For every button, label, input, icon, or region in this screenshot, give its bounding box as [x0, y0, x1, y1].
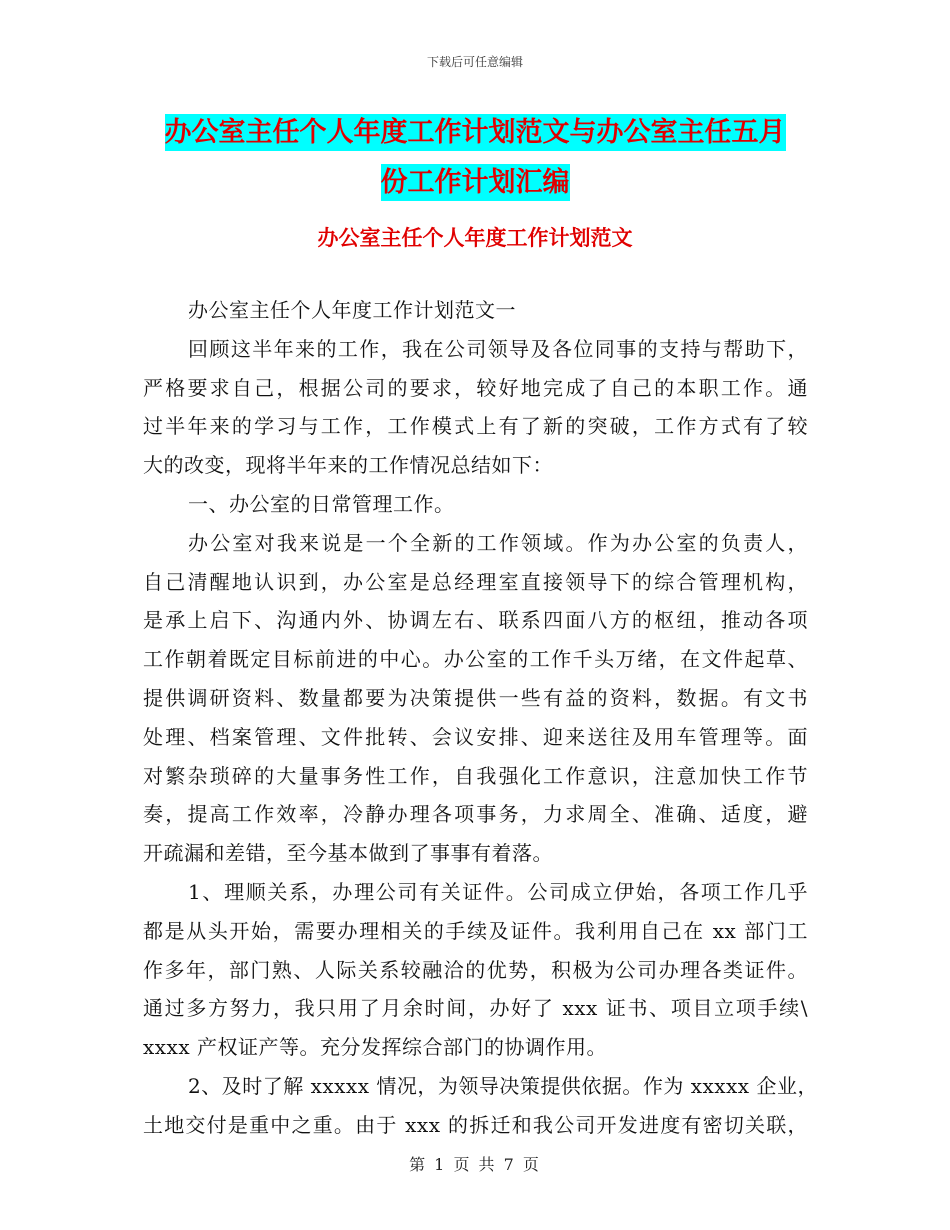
document-title-line2: 份工作计划汇编: [381, 164, 570, 201]
section-title: 办公室主任个人年度工作计划范文: [317, 226, 633, 250]
body-line: 工作朝着既定目标前进的中心。办公室的工作千头万绪，在文件起草、: [143, 647, 808, 672]
body-line: 2、及时了解 xxxxx 情况，为领导决策提供依据。作为 xxxxx 企业，: [188, 1073, 818, 1098]
document-title: [150, 108, 800, 208]
body-line: 作多年，部门熟、人际关系较融洽的优势，积极为公司办理各类证件。: [143, 957, 808, 982]
body-line: 都是从头开始，需要办理相关的手续及证件。我利用自己在 xx 部门工: [143, 918, 808, 943]
body-line: 是承上启下、沟通内外、协调左右、联系四面八方的枢纽，推动各项: [143, 608, 808, 633]
body-line: 过半年来的学习与工作，工作模式上有了新的突破，工作方式有了较: [143, 414, 808, 439]
body-line: 通过多方努力，我只用了月余时间，办好了 xxx 证书、项目立项手续\: [143, 996, 808, 1021]
body-line: 严格要求自己，根据公司的要求，较好地完成了自己的本职工作。通: [143, 375, 808, 400]
body-line: 处理、档案管理、文件批转、会议安排、迎来送往及用车管理等。面: [143, 724, 808, 749]
body-line: 奏，提高工作效率，冷静办理各项事务，力求周全、准确、适度，避: [143, 802, 808, 827]
body-line: 对繁杂琐碎的大量事务性工作，自我强化工作意识，注意加快工作节: [143, 763, 808, 788]
body-line: 大的改变，现将半年来的工作情况总结如下：: [143, 453, 553, 478]
body-line: 一、办公室的日常管理工作。: [188, 491, 455, 516]
body-line: 提供调研资料、数量都要为决策提供一些有益的资料，数据。有文书: [143, 685, 808, 710]
body-line: xxxx 产权证产等。充分发挥综合部门的协调作用。: [143, 1035, 607, 1060]
body-text: [143, 291, 818, 1145]
body-line: 土地交付是重中之重。由于 xxx 的拆迁和我公司开发进度有密切关联，: [143, 1112, 808, 1137]
document-title-line1: 办公室主任个人年度工作计划范文与办公室主任五月: [165, 114, 786, 151]
body-line: 自己清醒地认识到，办公室是总经理室直接领导下的综合管理机构，: [143, 569, 808, 594]
body-line: 开疏漏和差错，至今基本做到了事事有着落。: [143, 841, 553, 866]
body-line: 办公室主任个人年度工作计划范文一: [188, 298, 516, 322]
body-line: 回顾这半年来的工作，我在公司领导及各位同事的支持与帮助下，: [188, 336, 808, 361]
body-line: 1、理顺关系，办理公司有关证件。公司成立伊始，各项工作几乎: [188, 879, 808, 904]
header-note: 下载后可任意编辑: [426, 55, 523, 69]
page-footer: 第 1 页 共 7 页: [409, 1155, 541, 1174]
body-line: 办公室对我来说是一个全新的工作领域。作为办公室的负责人，: [188, 530, 808, 555]
